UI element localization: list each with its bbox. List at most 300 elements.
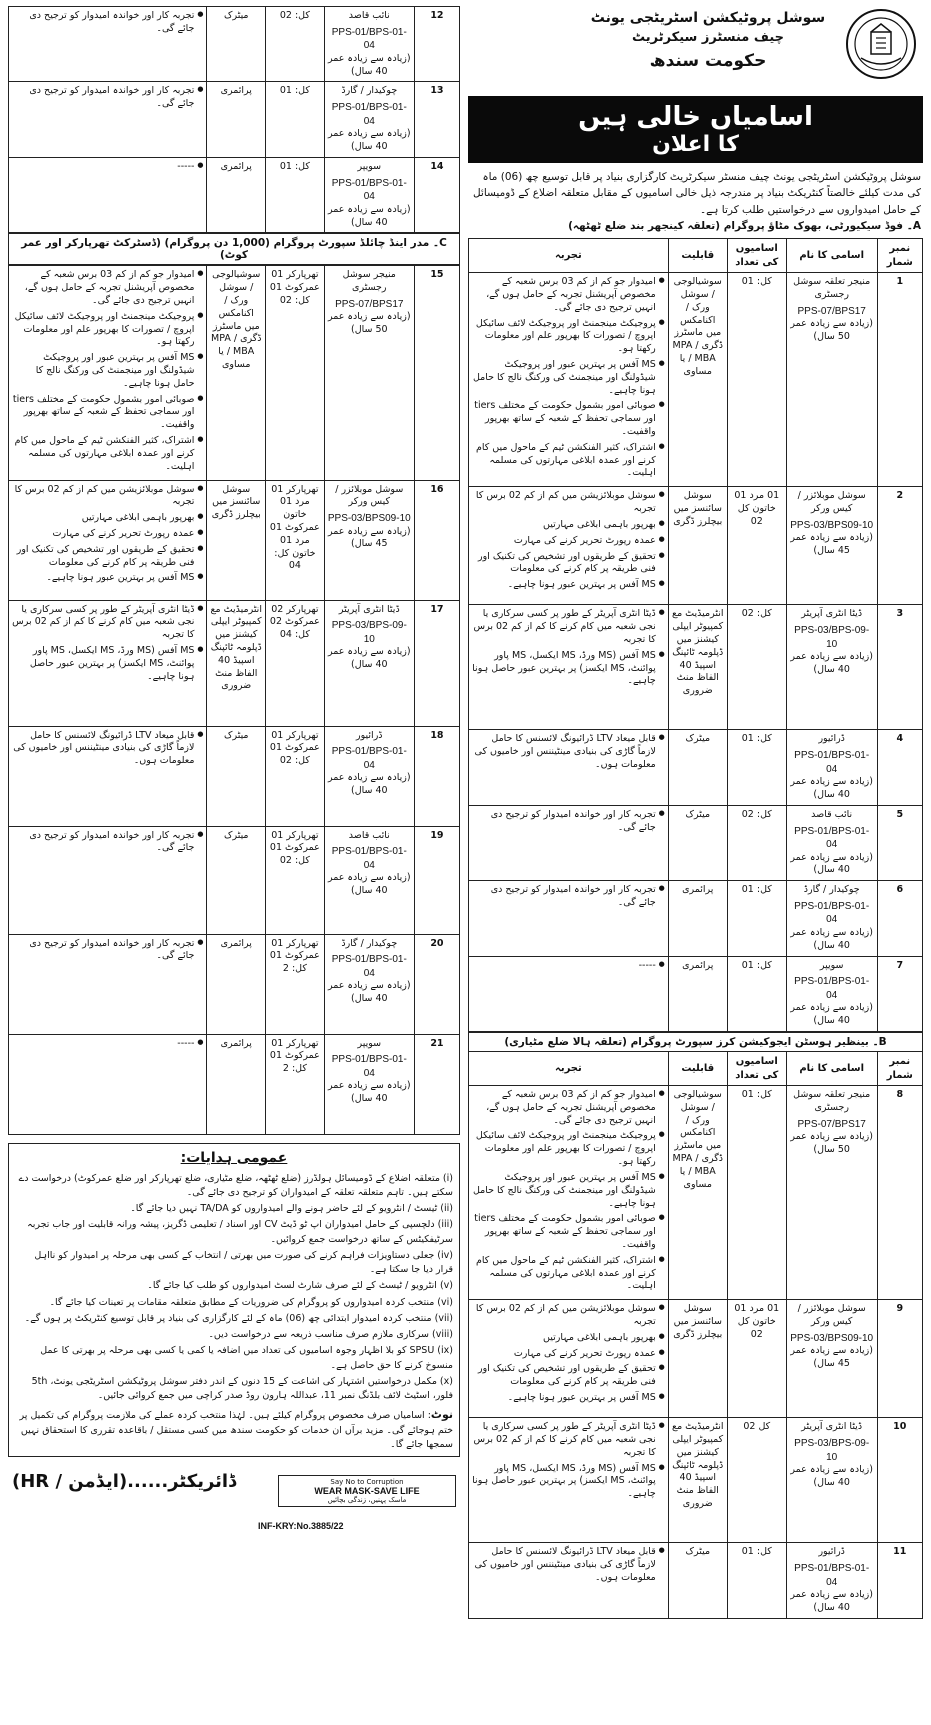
instruction-item: (ii) ٹیسٹ / انٹرویو کے لئے حاضر ہونے والے امیدواروں کو TA/DA نہیں دیا جائے گا۔ <box>130 1203 453 1214</box>
post-count-cell: تھرپارکر 02 عمرکوٹ 02 کل: 04 <box>266 600 325 726</box>
serial-number: 19 <box>414 826 459 934</box>
qualification-cell: میٹرک <box>207 826 266 934</box>
experience-item: ● سوشل موبلائزیشن میں کم از کم 02 برس کا تجربہ <box>472 490 665 516</box>
instruction-item: (viii) سرکاری ملازم صرف مناسب ذریعہ سے درخواست دیں۔ <box>208 1329 453 1340</box>
serial-number: 5 <box>877 805 922 880</box>
org-line-2: چیف منسٹرز سیکرٹریٹ <box>631 30 785 45</box>
serial-number: 3 <box>877 605 922 730</box>
experience-list <box>12 10 203 36</box>
experience-item: ● عمدہ رپورٹ تحریر کرنے کی مہارت <box>12 528 203 541</box>
post-name-cell <box>324 726 414 826</box>
experience-cell <box>9 266 207 480</box>
age-limit: (زیادہ سے زیادہ عمر 40 سال) <box>328 772 411 797</box>
post-name-cell <box>324 82 414 157</box>
pay-scale: PPS-01/BPS-01-04 <box>794 976 870 1001</box>
experience-item: ● پروجیکٹ مینجمنٹ اور پروجیکٹ لائف سائیکل اپروچ / تصورات کا بھرپور علم اور معلومات رکھتا ہو۔ <box>472 318 665 356</box>
age-limit: (زیادہ سے زیادہ عمر 40 سال) <box>790 776 873 800</box>
age-limit: (زیادہ سے زیادہ عمر 40 سال) <box>328 980 411 1005</box>
serial-number: 7 <box>877 956 922 1031</box>
instructions-list <box>15 1172 453 1404</box>
post-name-cell <box>786 487 877 605</box>
footer <box>8 1461 460 1535</box>
experience-item: ● تجربہ کار اور خواندہ امیدوار کو ترجیح دی جائے گی۔ <box>472 884 665 910</box>
experience-item: ● تجربہ کار اور خواندہ امیدوار کو ترجیح دی جائے گی۔ <box>472 809 665 835</box>
experience-list <box>472 276 665 480</box>
post-count-cell: کل: 01 <box>727 881 786 956</box>
experience-item: ● تحقیق کے طریقوں اور تشخیص کی تکنیک اور فنی طریقہ پر کام کرنے کی معلومات <box>472 551 665 577</box>
experience-list <box>472 608 665 688</box>
post-name: چوکیدار / گارڈ <box>803 884 860 896</box>
table-c <box>8 265 460 1134</box>
age-limit: (زیادہ سے زیادہ عمر 40 سال) <box>790 851 873 876</box>
jobs-table <box>468 238 923 1032</box>
post-name: ڈیٹا انٹری آپریٹر <box>801 608 863 620</box>
right-column <box>468 6 923 1619</box>
experience-item: ● قابل میعاد LTV ڈرائیونگ لائسنس کا حامل لازماً گاڑی کی بنیادی مینٹیننس اور خامیوں کی معلومات ہوں۔ <box>472 733 665 771</box>
experience-item: ● تجربہ کار اور خواندہ امیدوار کو ترجیح دی جائے گی۔ <box>12 938 203 964</box>
age-limit: (زیادہ سے زیادہ عمر 40 سال) <box>328 646 411 671</box>
instruction-item: (iii) دلچسپی کے حامل امیدواران اپ ٹو ڈیٹ CV اور اسناد / تعلیمی ڈگریز، پیشہ ورانہ قابلیت اور جاب تجربہ سرٹیفکیٹس کے ساتھ درخواست جمع کروائیں۔ <box>27 1219 453 1245</box>
instructions-title: عمومی ہدایات: <box>180 1149 288 1166</box>
experience-item: ● MS آفس پر بہترین عبور ہونا چاہیے۔ <box>472 1392 665 1405</box>
experience-cell <box>9 934 207 1034</box>
post-name: نائب قاصد <box>348 10 390 21</box>
post-name-cell <box>324 600 414 726</box>
age-limit: (زیادہ سے زیادہ عمر 45 سال) <box>790 532 873 557</box>
experience-item: ● صوبائی امور بشمول حکومت کے مختلف tiers اور سماجی تحفظ کے شعبہ کے ساتھ بھرپور واقفیت۔ <box>472 1213 665 1251</box>
sindh-government-emblem-icon <box>845 8 917 80</box>
table-a-continued <box>8 6 460 233</box>
experience-item: ● MS آفس پر بہترین عبور اور پروجیکٹ شیڈولنگ اور مینجمنٹ کی ورکنگ نالج کا حامل ہونا چاہیے۔ <box>472 1172 665 1210</box>
experience-list <box>472 809 665 835</box>
table-row <box>9 157 460 232</box>
post-count-cell: تھرپارکر 01 عمرکوٹ 01 کل: 02 <box>266 826 325 934</box>
age-limit: (زیادہ سے زیادہ عمر 45 سال) <box>328 525 411 550</box>
experience-item: ● ----- <box>12 1038 203 1051</box>
column-header-exp: تجربہ <box>469 1052 669 1086</box>
instruction-item: (x) مکمل درخواستیں اشتہار کی اشاعت کے 15 دنوں کے اندر دفتر سوشل پروٹیکشن اسٹریٹجی یونٹ، 5th فلور، اسٹیٹ لائف بلڈنگ نمبر 11، عبداللہ ہارون روڈ صدر کراچی میں جمع کروائی جائیں۔ <box>31 1375 453 1401</box>
experience-item: ● تحقیق کے طریقوں اور تشخیص کی تکنیک اور فنی طریقہ پر کام کرنے کی معلومات <box>472 1363 665 1389</box>
post-count-cell: تھرپارکر 01 عمرکوٹ 01 کل: 2 <box>266 1034 325 1134</box>
serial-number: 8 <box>877 1086 922 1300</box>
experience-list <box>12 604 203 684</box>
table-row <box>469 805 923 880</box>
post-count-cell: کل 02 <box>727 1418 786 1543</box>
post-count-cell: تھرپارکر 01 عمرکوٹ 01 کل: 02 <box>266 726 325 826</box>
experience-item: ● تجربہ کار اور خواندہ امیدوار کو ترجیح دی جائے گی۔ <box>12 830 203 856</box>
qualification-cell: میٹرک <box>668 730 727 805</box>
experience-item: ● پروجیکٹ مینجمنٹ اور پروجیکٹ لائف سائیکل اپروچ / تصورات کا بھرپور علم اور معلومات رکھتا ہو۔ <box>472 1130 665 1168</box>
experience-item: ● ----- <box>12 161 203 174</box>
post-name: ڈرائیور <box>818 733 845 745</box>
experience-cell <box>469 1086 669 1300</box>
post-count-cell: کل: 01 <box>727 730 786 805</box>
qualification-cell: پرائمری <box>207 934 266 1034</box>
experience-item: ● تحقیق کے طریقوں اور تشخیص کی تکنیک اور فنی طریقہ پر کام کرنے کی معلومات <box>12 544 203 570</box>
pay-scale: PPS-03/BPS-09-10 <box>794 1438 870 1463</box>
post-name-cell <box>324 480 414 600</box>
experience-item: ● ڈیٹا انٹری آپریٹر کے طور پر کسی سرکاری یا نجی شعبہ میں کام کرنے کا کم از کم 02 برس کا تجربہ <box>12 604 203 642</box>
experience-item: ● تجربہ کار اور خواندہ امیدوار کو ترجیح دی جائے گی۔ <box>12 85 203 111</box>
post-count-cell: تھرپارکر 01 عمرکوٹ 01 کل: 2 <box>266 934 325 1034</box>
pay-scale: PPS-07/BPS17 <box>335 298 404 310</box>
pay-scale: PPS-03/BPS09-10 <box>790 519 874 531</box>
serial-number: 14 <box>414 157 459 232</box>
post-name: سوشل موبلائزر / کیس ورکر <box>797 1303 866 1327</box>
experience-list <box>472 733 665 771</box>
experience-cell <box>469 487 669 605</box>
post-count-cell: کل: 01 <box>727 273 786 487</box>
banner-subtitle: کا اعلان <box>652 132 739 157</box>
experience-list <box>12 938 203 964</box>
serial-number: 4 <box>877 730 922 805</box>
column-header-qual: قابلیت <box>668 1052 727 1086</box>
experience-item: ● صوبائی امور بشمول حکومت کے مختلف tiers اور سماجی تحفظ کے شعبہ کے ساتھ بھرپور واقفیت۔ <box>12 394 203 432</box>
qualification-cell: سوشل سائنسز میں بیچلرز ڈگری <box>668 487 727 605</box>
experience-item: ● پروجیکٹ مینجمنٹ اور پروجیکٹ لائف سائیکل اپروچ / تصورات کا بھرپور علم اور معلومات رکھتا ہو۔ <box>12 311 203 349</box>
post-name: منیجر تعلقہ سوشل رجسٹری <box>793 1089 871 1113</box>
experience-item: ● امیدوار جو کم از کم 03 برس شعبہ کے مخصوص آپریشنل تجربہ کے حامل ہوں گے، انہیں ترجیح دی جائے گی۔ <box>472 1089 665 1127</box>
post-count-cell: کل: 02 <box>727 805 786 880</box>
table-row <box>469 730 923 805</box>
age-limit: (زیادہ سے زیادہ عمر 50 سال) <box>328 311 411 336</box>
table-row <box>469 1086 923 1300</box>
experience-list <box>472 1421 665 1501</box>
post-name-cell <box>324 1034 414 1134</box>
age-limit: (زیادہ سے زیادہ عمر 40 سال) <box>328 203 411 228</box>
experience-list <box>472 960 665 973</box>
column-header-exp: تجربہ <box>469 239 669 273</box>
pay-scale: PPS-01/BPS-01-04 <box>331 26 407 52</box>
qualification-cell: پرائمری <box>207 82 266 157</box>
experience-list <box>12 730 203 768</box>
post-name-cell <box>324 157 414 232</box>
post-name-cell <box>786 273 877 487</box>
age-limit: (زیادہ سے زیادہ عمر 40 سال) <box>790 1002 873 1027</box>
table-b <box>468 1051 923 1619</box>
column-header-post: اسامی کا نام <box>786 239 877 273</box>
experience-cell <box>9 726 207 826</box>
pay-scale: PPS-03/BPS09-10 <box>327 513 411 525</box>
serial-number: 1 <box>877 273 922 487</box>
experience-item: ● ----- <box>472 960 665 973</box>
experience-item: ● قابل میعاد LTV ڈرائیونگ لائسنس کا حامل لازماً گاڑی کی بنیادی مینٹیننس اور خامیوں کی معلومات ہوں۔ <box>12 730 203 768</box>
post-name: ڈرائیور <box>818 1546 845 1558</box>
post-name-cell <box>324 266 414 480</box>
table-row <box>469 881 923 956</box>
age-limit: (زیادہ سے زیادہ عمر 50 سال) <box>790 318 873 342</box>
experience-cell <box>9 600 207 726</box>
experience-cell <box>9 480 207 600</box>
note-text: اسامیاں صرف مخصوص پروگرام کیلئے ہیں۔ لہٰذا منتخب کردہ عملے کی ملازمت پروگرام کی تکمیل پر ختم ہوجائے گی۔ مزید برآں ان خدمات کو حکومت سندھ میں کسی مستقل / باقاعدہ تقرری کا استحقاق نہیں سمجھا جائے گا۔ <box>19 1410 453 1450</box>
pay-scale: PPS-01/BPS-01-04 <box>331 102 407 127</box>
post-count-cell: کل: 01 <box>266 157 325 232</box>
post-name-cell <box>786 1543 877 1618</box>
inf-number: INF-KRY:No.3885/22 <box>258 1521 344 1532</box>
qualification-cell: پرائمری <box>207 1034 266 1134</box>
post-name: چوکیدار / گارڈ <box>341 937 398 949</box>
experience-item: ● اشتراک، کثیر الفنکشن ٹیم کے ماحول میں کام کرنے اور عمدہ ابلاغی مہارتوں کی مسلمہ اہلیت۔ <box>472 442 665 480</box>
age-limit: (زیادہ سے زیادہ عمر 40 سال) <box>328 872 411 897</box>
post-count-cell: کل: 02 <box>266 7 325 82</box>
post-name-cell <box>786 1086 877 1300</box>
age-limit: (زیادہ سے زیادہ عمر 40 سال) <box>790 926 873 951</box>
post-name: سویپر <box>819 959 844 971</box>
post-name: ڈیٹا انٹری آپریٹر <box>801 1421 863 1433</box>
age-limit: (زیادہ سے زیادہ عمر 40 سال) <box>328 128 411 153</box>
experience-item: ● ڈیٹا انٹری آپریٹر کے طور پر کسی سرکاری یا نجی شعبہ میں کام کرنے کا کم از کم 02 برس کا تجربہ <box>472 1421 665 1459</box>
table-row <box>9 934 460 1034</box>
header <box>468 6 923 90</box>
post-name-cell <box>786 1418 877 1543</box>
qualification-cell: سوشیالوجی / سوشل ورک / اکنامکس میں ماسٹرز ڈگری / MPA / MBA یا مساوی <box>207 266 266 480</box>
table-row <box>469 487 923 605</box>
serial-number: 9 <box>877 1300 922 1418</box>
post-count-cell: کل: 01 <box>727 1086 786 1300</box>
pay-scale: PPS-03/BPS-09-10 <box>331 620 407 645</box>
experience-cell <box>9 157 207 232</box>
experience-item: ● سوشل موبلائزیشن میں کم از کم 02 برس کا تجربہ <box>12 484 203 510</box>
table-row <box>469 1418 923 1543</box>
experience-list <box>12 484 203 586</box>
serial-number: 10 <box>877 1418 922 1543</box>
org-line-1: سوشل پروٹیکشن اسٹریٹجی یونٹ <box>590 10 826 26</box>
experience-list <box>472 490 665 592</box>
instruction-item: (vi) منتخب کردہ امیدواروں کو پروگرام کی ضروریات کے مطابق متعلقہ مقامات پر تعینات کیا جائے گا۔ <box>49 1296 453 1308</box>
post-count-cell: 01 مرد 01 خاتون کل 02 <box>727 487 786 605</box>
table-row <box>9 726 460 826</box>
intro-paragraph <box>468 163 923 238</box>
serial-number: 16 <box>414 480 459 600</box>
mask-line-3: ماسک پہنیں، زندگی بچائیں <box>327 1496 407 1505</box>
post-name: منیجر تعلقہ سوشل رجسٹری <box>793 276 871 300</box>
post-name-cell <box>786 1300 877 1418</box>
post-count-cell: کل: 01 <box>727 1543 786 1618</box>
experience-item: ● ڈیٹا انٹری آپریٹر کے طور پر کسی سرکاری یا نجی شعبہ میں کام کرنے کا کم از کم 02 برس کا تجربہ <box>472 608 665 646</box>
table-row <box>469 1300 923 1418</box>
pay-scale: PPS-07/BPS17 <box>797 305 866 317</box>
pay-scale: PPS-01/BPS-01-04 <box>794 900 870 926</box>
qualification-cell: سوشل سائنسز میں بیچلرز ڈگری <box>207 480 266 600</box>
table-row <box>9 480 460 600</box>
age-limit: (زیادہ سے زیادہ عمر 40 سال) <box>328 1080 411 1105</box>
age-limit: (زیادہ سے زیادہ عمر 40 سال) <box>790 1464 873 1488</box>
column-header-qty: اسامیوں کی تعداد <box>727 1052 786 1086</box>
org-line-3: حکومت سندھ <box>649 51 767 71</box>
post-name-cell <box>324 7 414 82</box>
post-name-cell <box>786 730 877 805</box>
experience-cell <box>469 1418 669 1543</box>
qualification-cell: میٹرک <box>207 726 266 826</box>
post-name: منیجر سوشل رجسٹری <box>342 269 396 294</box>
experience-list <box>472 1089 665 1293</box>
experience-item: ● MS آفس پر بہترین عبور اور پروجیکٹ شیڈولنگ اور مینجمنٹ کی ورکنگ نالج کا حامل ہونا چاہیے۔ <box>472 359 665 397</box>
experience-item: ● MS آفس (MS ورڈ، MS ایکسل، MS پاور پوائنٹ، MS ایکسز) پر بہترین عبور حاصل ہونا چاہیے۔ <box>472 650 665 688</box>
left-column <box>8 6 460 1535</box>
post-count-cell: کل: 02 <box>727 605 786 730</box>
table-row <box>469 1543 923 1618</box>
column-header-num: نمبر شمار <box>877 239 922 273</box>
experience-cell <box>469 881 669 956</box>
note: نوٹ: اسامیاں صرف مخصوص پروگرام کیلئے ہیں۔ لہٰذا منتخب کردہ عملے کی ملازمت پروگرام کی تکمیل پر ختم ہوجائے گی۔ مزید برآں ان خدمات کو حکومت سندھ میں کسی مستقل / باقاعدہ تقرری کا استحقاق نہیں سمجھا جائے گا۔ <box>19 1408 453 1450</box>
qualification-cell: میٹرک <box>668 805 727 880</box>
age-limit: (زیادہ سے زیادہ عمر 40 سال) <box>790 651 873 675</box>
table-row <box>469 605 923 730</box>
jobs-table <box>8 265 460 1134</box>
organization-name <box>583 10 833 71</box>
table-row <box>9 266 460 480</box>
post-name: ڈیٹا انٹری آپریٹر <box>338 603 400 615</box>
experience-item: ● بھرپور باہمی ابلاغی مہارتیں <box>472 1332 665 1345</box>
instruction-item: (i) متعلقہ اضلاع کے ڈومیسائل ہولڈرز (ضلع ٹھٹھہ، ضلع مٹیاری، ضلع تھرپارکر اور ضلع عمرکوٹ) درخواست دے سکتے ہیں۔ تاہم متعلقہ تعلقہ کے امیدواران کو ترجیح دی جائے گی۔ <box>18 1172 453 1198</box>
experience-cell <box>9 82 207 157</box>
experience-item: ● MS آفس (MS ورڈ، MS ایکسل، MS پاور پوائنٹ، MS ایکسز) پر بہترین عبور حاصل ہونا چاہیے۔ <box>12 645 203 683</box>
instruction-item: (ix) SPSU کو بلا اظہار وجوہ اسامیوں کی تعداد میں اضافہ یا کمی یا کسی بھی مرحلہ پر بھرتی کا عمل منسوخ کرنے کا حق حاصل ہے۔ <box>40 1345 453 1371</box>
jobs-table <box>8 6 460 233</box>
post-count-cell: 01 مرد 01 خاتون کل 02 <box>727 1300 786 1418</box>
experience-item: ● عمدہ رپورٹ تحریر کرنے کی مہارت <box>472 1348 665 1361</box>
table-row <box>9 826 460 934</box>
section-c-title: C۔ مدر اینڈ چائلڈ سپورٹ پروگرام (1,000 دن پروگرام) (ڈسٹرکٹ تھرپارکر اور عمر کوٹ) <box>8 233 460 265</box>
pay-scale: PPS-07/BPS17 <box>797 1118 866 1130</box>
experience-cell <box>469 605 669 730</box>
column-header-post: اسامی کا نام <box>786 1052 877 1086</box>
experience-cell <box>469 730 669 805</box>
serial-number: 11 <box>877 1543 922 1618</box>
vacancy-banner <box>468 96 923 163</box>
post-name-cell <box>324 826 414 934</box>
pay-scale: PPS-01/BPS-01-04 <box>794 825 870 850</box>
experience-cell <box>469 956 669 1031</box>
column-header-qual: قابلیت <box>668 239 727 273</box>
age-limit: (زیادہ سے زیادہ عمر 45 سال) <box>790 1345 873 1370</box>
post-name: ڈرائیور <box>356 729 383 741</box>
pay-scale: PPS-01/BPS-01-04 <box>331 746 407 771</box>
experience-item: ● عمدہ رپورٹ تحریر کرنے کی مہارت <box>472 535 665 548</box>
qualification-cell: انٹرمیڈیٹ مع کمپیوٹر ایپلی کیشنز میں ڈپلومہ ٹائپنگ اسپیڈ 40 الفاظ منٹ ضروری <box>207 600 266 726</box>
post-count-cell: تھرپارکر 01 عمرکوٹ 01 کل: 02 <box>266 266 325 480</box>
post-name: سوشل موبلائزر / کیس ورکر <box>335 483 404 508</box>
post-name-cell <box>786 956 877 1031</box>
experience-item: ● امیدوار جو کم از کم 03 برس شعبہ کے مخصوص آپریشنل تجربہ کے حامل ہوں گے، انہیں ترجیح دی جائے گی۔ <box>12 269 203 307</box>
experience-list <box>12 1038 203 1051</box>
experience-item: ● اشتراک، کثیر الفنکشن ٹیم کے ماحول میں کام کرنے اور عمدہ ابلاغی مہارتوں کی مسلمہ اہلیت۔ <box>12 435 203 473</box>
pay-scale: PPS-01/BPS-01-04 <box>331 177 407 203</box>
post-name-cell <box>324 934 414 1034</box>
pay-scale: PPS-03/BPS-09-10 <box>794 625 870 650</box>
serial-number: 12 <box>414 7 459 82</box>
experience-item: ● MS آفس پر بہترین عبور ہونا چاہیے۔ <box>472 579 665 592</box>
experience-cell <box>9 1034 207 1134</box>
experience-cell <box>9 7 207 82</box>
post-name: نائب قاصد <box>348 829 390 841</box>
experience-list <box>472 1546 665 1584</box>
qualification-cell: سوشل سائنسز میں بیچلرز ڈگری <box>668 1300 727 1418</box>
intro-text: سوشل پروٹیکشن اسٹریٹجی یونٹ چیف منسٹر سیکرٹریٹ کارگزاری بنیاد پر قابل توسیع چھ (06) ماہ کی مدت کیلئے خالصتاً کنٹریکٹ بنیاد پر مندرجہ ذیل خالی اسامیوں کے مقابل متعلقہ اضلاع کے ڈومیسائل کے حامل امیدواروں سے درخواستیں طلب کرتا ہے۔ <box>472 171 921 216</box>
serial-number: 2 <box>877 487 922 605</box>
post-name-cell <box>786 805 877 880</box>
age-limit: (زیادہ سے زیادہ عمر 40 سال) <box>328 52 411 77</box>
general-instructions <box>8 1143 460 1458</box>
post-count-cell: تھرپارکر 01 مرد 01 خاتون عمرکوٹ 01 مرد 01 خاتون کل: 04 <box>266 480 325 600</box>
experience-list <box>472 1303 665 1405</box>
post-count-cell: کل: 01 <box>727 956 786 1031</box>
experience-item: ● بھرپور باہمی ابلاغی مہارتیں <box>472 519 665 532</box>
experience-cell <box>469 1543 669 1618</box>
qualification-cell: انٹرمیڈیٹ مع کمپیوٹر ایپلی کیشنز میں ڈپلومہ ٹائپنگ اسپیڈ 40 الفاظ منٹ ضروری <box>668 605 727 730</box>
qualification-cell: سوشیالوجی / سوشل ورک / اکنامکس میں ماسٹرز ڈگری / MPA / MBA یا مساوی <box>668 1086 727 1300</box>
pay-scale: PPS-01/BPS-01-04 <box>331 846 407 871</box>
pay-scale: PPS-01/BPS-01-04 <box>331 1054 407 1079</box>
qualification-cell: پرائمری <box>668 881 727 956</box>
post-name: نائب قاصد <box>811 808 853 820</box>
pay-scale: PPS-01/BPS-01-04 <box>331 954 407 979</box>
experience-item: ● قابل میعاد LTV ڈرائیونگ لائسنس کا حامل لازماً گاڑی کی بنیادی مینٹیننس اور خامیوں کی معلومات ہوں۔ <box>472 1546 665 1584</box>
experience-cell <box>469 1300 669 1418</box>
section-a-title: A۔ فوڈ سیکیورٹی، بھوک مٹاؤ پروگرام (تعلقہ کینجھر بند ضلع ٹھٹھہ) <box>568 219 921 232</box>
table-row <box>9 1034 460 1134</box>
post-name: چوکیدار / گارڈ <box>341 85 398 97</box>
post-name-cell <box>786 881 877 956</box>
post-count-cell: کل: 01 <box>266 82 325 157</box>
table-header-row <box>469 239 923 273</box>
post-name: سویپر <box>357 1037 382 1049</box>
serial-number: 18 <box>414 726 459 826</box>
serial-number: 15 <box>414 266 459 480</box>
experience-list <box>12 830 203 856</box>
serial-number: 21 <box>414 1034 459 1134</box>
experience-item: ● بھرپور باہمی ابلاغی مہارتیں <box>12 512 203 525</box>
table-row <box>9 7 460 82</box>
experience-item: ● MS آفس پر بہترین عبور ہونا چاہیے۔ <box>12 572 203 585</box>
qualification-cell: میٹرک <box>668 1543 727 1618</box>
table-row <box>469 956 923 1031</box>
table-row <box>9 600 460 726</box>
qualification-cell: انٹرمیڈیٹ مع کمپیوٹر ایپلی کیشنز میں ڈپلومہ ٹائپنگ اسپیڈ 40 الفاظ منٹ ضروری <box>668 1418 727 1543</box>
age-limit: (زیادہ سے زیادہ عمر 40 سال) <box>790 1589 873 1613</box>
table-header-row <box>469 1052 923 1086</box>
post-name-cell <box>786 605 877 730</box>
instruction-item: (v) انٹرویو / ٹیسٹ کے لئے صرف شارٹ لسٹ امیدواروں کو طلب کیا جائے گا۔ <box>147 1280 453 1292</box>
mask-line-1: Say No to Corruption <box>330 1478 404 1487</box>
experience-item: ● سوشل موبلائزیشن میں کم از کم 02 برس کا تجربہ <box>472 1303 665 1329</box>
serial-number: 6 <box>877 881 922 956</box>
serial-number: 20 <box>414 934 459 1034</box>
pay-scale: PPS-03/BPS09-10 <box>790 1332 874 1344</box>
section-b-title: B۔ بینظیر ہوسٹن ایجوکیشن کرز سپورٹ پروگرام (تعلقہ ہالا ضلع مٹیاری) <box>468 1032 923 1051</box>
experience-cell <box>469 273 669 487</box>
qualification-cell: پرائمری <box>668 956 727 1031</box>
serial-number: 17 <box>414 600 459 726</box>
experience-list <box>12 269 203 473</box>
experience-cell <box>469 805 669 880</box>
jobs-table <box>468 1051 923 1619</box>
experience-item: ● امیدوار جو کم از کم 03 برس شعبہ کے مخصوص آپریشنل تجربہ کے حامل ہوں گے، انہیں ترجیح دی جائے گی۔ <box>472 276 665 314</box>
column-header-qty: اسامیوں کی تعداد <box>727 239 786 273</box>
director-signature: ڈائریکٹر......(ایڈمن / HR) <box>12 1471 237 1493</box>
wear-mask-badge <box>278 1475 456 1507</box>
experience-item: ● MS آفس پر بہترین عبور اور پروجیکٹ شیڈولنگ اور مینجمنٹ کی ورکنگ نالج کا حامل ہونا چاہیے۔ <box>12 352 203 390</box>
qualification-cell: سوشیالوجی / سوشل ورک / اکنامکس میں ماسٹرز ڈگری / MPA / MBA یا مساوی <box>668 273 727 487</box>
banner-title: اسامیاں خالی ہیں <box>578 102 813 132</box>
pay-scale: PPS-01/BPS-01-04 <box>794 1563 870 1588</box>
mask-line-2: WEAR MASK-SAVE LIFE <box>314 1486 420 1497</box>
experience-list <box>12 85 203 111</box>
experience-item: ● MS آفس (MS ورڈ، MS ایکسل، MS پاور پوائنٹ، MS ایکسز) پر بہترین عبور حاصل ہونا چاہیے۔ <box>472 1463 665 1501</box>
age-limit: (زیادہ سے زیادہ عمر 50 سال) <box>790 1131 873 1155</box>
post-name: سویپر <box>357 160 382 172</box>
experience-list <box>12 161 203 174</box>
